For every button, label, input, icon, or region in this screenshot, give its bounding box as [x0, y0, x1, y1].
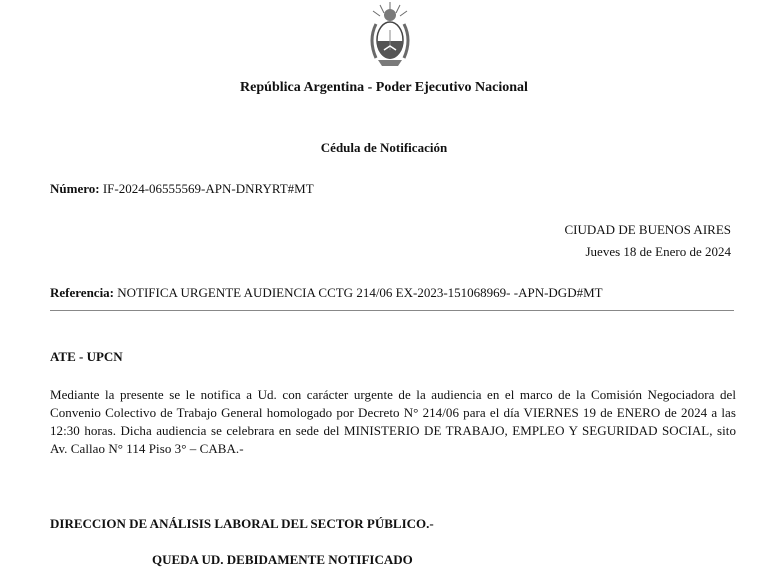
- city: CIUDAD DE BUENOS AIRES: [564, 222, 731, 237]
- divider: [50, 310, 734, 311]
- issuing-direction: DIRECCION DE ANÁLISIS LABORAL DEL SECTOR PÚBLICO.-: [50, 516, 434, 531]
- document-title: Cédula de Notificación: [320, 140, 448, 155]
- reference-label: Referencia:: [50, 285, 115, 300]
- reference: [50, 285, 603, 301]
- body-paragraph: Mediante la presente se le notifica a Ud. con carácter urgente de la audiencia en el marco de la Comisión Negociadora del Convenio Colectivo de Trabajo General homologado por Decreto N° 214/06 para el día VIERNES 19 de ENERO de 2024 a las 12:30 horas. Dicha audiencia se celebrara en sede del MINISTERIO DE TRABAJO, EMPLEO Y SEGURIDAD SOCIAL, sito Av. Callao N° 114 Piso 3° – CABA.-: [50, 387, 736, 456]
- number-label: Número:: [50, 181, 100, 196]
- government-header: República Argentina - Poder Ejecutivo Nacional: [240, 80, 528, 95]
- coat-of-arms-icon: [362, 0, 418, 68]
- date: Jueves 18 de Enero de 2024: [585, 244, 731, 259]
- reference-value: NOTIFICA URGENTE AUDIENCIA CCTG 214/06 EX-2023-151068969- -APN-DGD#MT: [117, 285, 603, 300]
- document-number: [50, 181, 314, 197]
- closing-statement: QUEDA UD. DEBIDAMENTE NOTIFICADO: [152, 552, 413, 567]
- addressee: ATE - UPCN: [50, 349, 123, 364]
- number-value: IF-2024-06555569-APN-DNRYRT#MT: [102, 181, 314, 196]
